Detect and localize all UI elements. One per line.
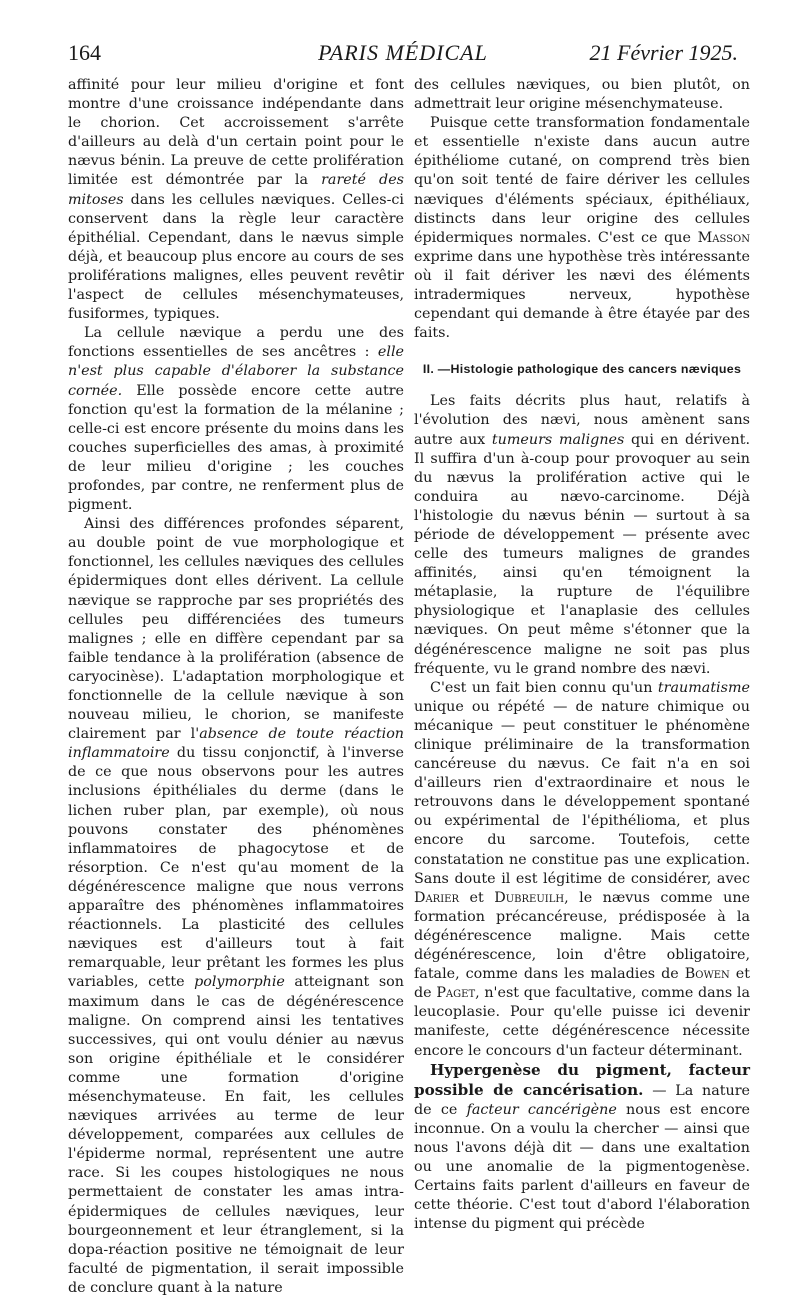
author-name: Paget [436, 985, 476, 1002]
author-name: Bowen [684, 966, 730, 983]
paragraph: des cellules næviques, ou bien plutôt, on admettrait leur origine mésenchymateuse. [414, 77, 750, 113]
author-name: Darier [414, 889, 459, 906]
paragraph: La cellule nævique a perdu une des fonctions essentielles de ses ancêtres : elle n'est plus capable d'élaborer la substance cornée. Elle possède encore cette autre fonction qu'est la formation de la mélanine ; celle-ci est encore présente du moins dans les couches superficielles des amas, à proximité de leur milieu d'origine ; les couches profondes, par contre, ne renferment plus de pigment. [68, 325, 405, 514]
page-number: 164 [68, 40, 101, 65]
author-name: Dubreuilh [494, 889, 565, 906]
journal-title: PARIS MÉDICAL [318, 40, 488, 65]
running-header [68, 40, 738, 70]
paragraph: Les faits décrits plus haut, relatifs à l'évolution des nævi, nous amènent sans autre aux tumeurs malignes qui en dérivent. Il suffira d'un à-coup pour provoquer au sein du nævus la prolifération active qui le conduira au nævo-carcinome. Déjà l'histologie du nævus bénin — surtout à sa période de développement — présente avec celle des tumeurs malignes de grandes affinités, ainsi qu'en témoignent la métaplasie, la rupture de l'équilibre physiologique et l'anaplasie des cellules næviques. On peut même s'étonner que la dégénérescence maligne ne soit pas plus fréquente, vu le grand nombre des nævi. [414, 393, 750, 677]
paragraph: Puisque cette transformation fondamentale et essentielle n'existe dans aucun autre épithéliome cutané, on comprend très bien qu'on soit tenté de faire dériver les cellules næviques d'éléments spéciaux, épithéliaux, distincts dans leur origine des cellules épidermiques normales. C'est ce que Masson exprime dans une hypothèse très intéressante où il fait dériver les nævi des éléments intradermiques nerveux, hypothèse cependant qui demande à être étayée par des faits. [414, 115, 750, 342]
right-column [414, 76, 750, 1234]
left-column [68, 76, 404, 1298]
paragraph: Ainsi des différences profondes séparent, au double point de vue morphologique et fonctionnel, les cellules næviques des cellules épidermiques dont elles dérivent. La cellule nævique se rapproche par ses propriétés des cellules peu différenciées des tumeurs malignes ; elle en diffère cependant par sa faible tendance à la prolifération (absence de caryocinèse). L'adaptation morphologique et fonctionnelle de la cellule nævique à son nouveau milieu, le chorion, se manifeste clairement par l'absence de toute réaction inflammatoire du tissu conjonctif, à l'inverse de ce que nous observons pour les autres inclusions épithéliales du derme (dans le lichen ruber plan, par exemple), où nous pouvons constater des phénomènes inflammatoires de phagocytose et de résorption. Ce n'est qu'au moment de la dégénérescence maligne que nous verrons apparaître des phénomènes inflammatoires réactionnels. La plasticité des cellules næviques est d'ailleurs tout à fait remarquable, leur prêtant les formes les plus variables, cette polymorphie atteignant son maximum dans le cas de dégénérescence maligne. On comprend ainsi les tentatives successives, qui ont voulu dénier au nævus son origine épithéliale et le considérer comme une formation d'origine mésenchymateuse. En fait, les cellules næviques arrivées au terme de leur développement, comparées aux cellules de l'épiderme normal, représentent une autre race. Si les coupes histologiques ne nous permettaient de constater les amas intra-épidermiques de cellules næviques, leur bourgeonnement et leur étranglement, si la dopa-réaction positive ne témoignait de leur faculté de pigmentation, il serait impossible de conclure quant à la nature [68, 516, 405, 1296]
paragraph: C'est un fait bien connu qu'un traumatisme unique ou répété — de nature chimique ou mécanique — peut constituer le phénomène clinique préliminaire de la transformation cancéreuse du nævus. Ce fait n'a en soi d'ailleurs rien d'extraordinaire et nous le retrouvons dans le développement spontané ou expérimental de l'épithélioma, et plus encore du sarcome. Toutefois, cette constatation ne constitue pas une explication. Sans doute il est légitime de considérer, avec Darier et Dubreuilh, le nævus comme une formation précancéreuse, prédisposée à la dégénérescence maligne. Mais cette dégénérescence, loin d'être obligatoire, fatale, comme dans les maladies de Bowen et de Paget, n'est que facultative, comme dans la leucoplasie. Pour qu'elle puisse ici devenir manifeste, cette dégénérescence nécessite encore le concours d'un facteur déterminant. [414, 679, 751, 1059]
section-heading: II. —Histologie pathologique des cancers næviques [422, 362, 742, 377]
subheading: Hypergenèse du pigment, facteur possible de cancérisation. [414, 1060, 750, 1099]
paragraph: affinité pour leur milieu d'origine et font montre d'une croissance indépendante dans le chorion. Cet accroissement s'arrête d'ailleurs au delà d'un certain point pour le nævus bénin. La preuve de cette prolifération limitée est démontrée par la rareté des mitoses dans les cellules næviques. Celles-ci conservent dans la règle leur caractère épithélial. Cependant, dans le nævus simple déjà, et beaucoup plus encore au cours de ses proliférations malignes, elles peuvent revêtir l'aspect de cellules mésenchymateuses, fusiformes, typiques. [68, 77, 405, 323]
author-name: Masson [697, 229, 750, 246]
issue-date: 21 Février 1925. [589, 40, 738, 65]
paragraph: Hypergenèse du pigment, facteur possible de cancérisation. — La nature de ce facteur cancérigène nous est encore inconnue. On a voulu la chercher — ainsi que nous l'avons déjà dit — dans une exaltation ou une anomalie de la pigmentogenèse. Certains faits parlent d'ailleurs en faveur de cette théorie. C'est tout d'abord l'élaboration intense du pigment qui précède [414, 1060, 751, 1233]
